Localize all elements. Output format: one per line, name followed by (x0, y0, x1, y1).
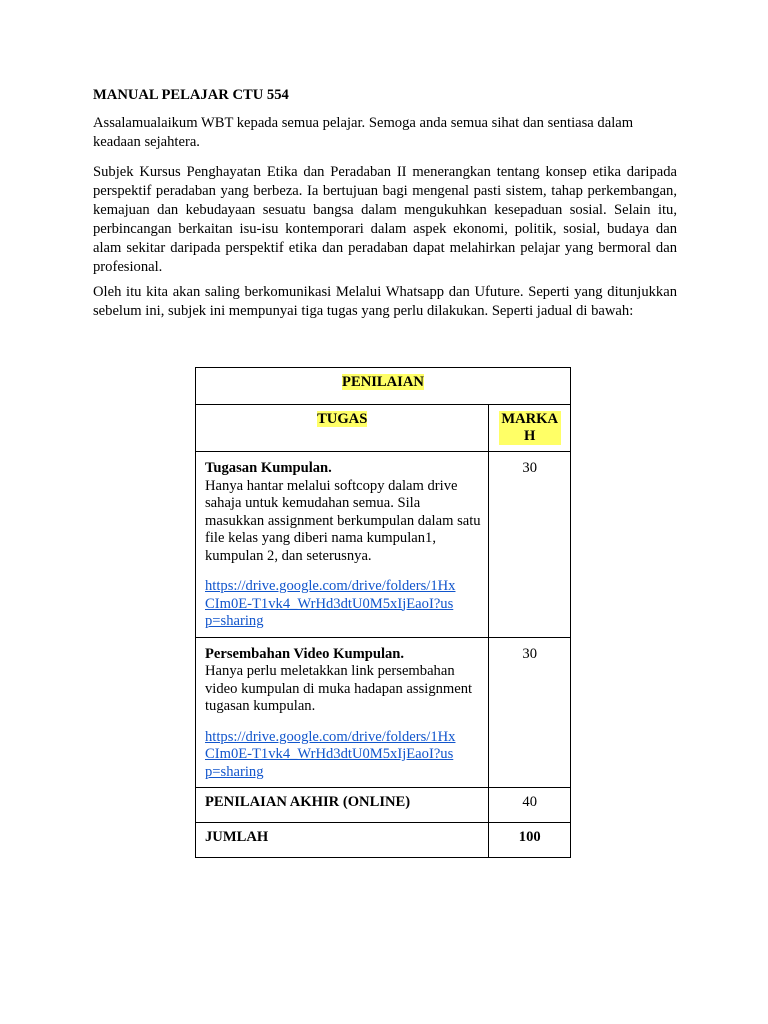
task-description: Hanya hantar melalui softcopy dalam drive sahaja untuk kemudahan semua. Sila masukkan assignment berkumpulan dalam satu file kelas yang diberi nama kumpulan1, kumpulan 2, dan seterusnya. (205, 477, 481, 564)
table-heading-row (196, 368, 571, 405)
drive-link[interactable]: https://drive.google.com/drive/folders/1HxCIm0E-T1vk4_WrHd3dtU0M5xIjEaoI?usp=sharing (205, 728, 456, 780)
task-column-header: TUGAS (317, 411, 368, 427)
task-cell (196, 452, 489, 638)
contact-paragraph: Oleh itu kita akan saling berkomunikasi Melalui Whatsapp dan Ufuture. Seperti yang ditunjukkan sebelum ini, subjek ini mempunyai tiga tugas yang perlu dilakukan. Seperti jadual di bawah: (93, 284, 677, 319)
task-description: Hanya perlu meletakkan link persembahan video kumpulan di muka hadapan assignment tugasan kumpulan. (205, 663, 473, 714)
total-label: JUMLAH (196, 823, 489, 858)
total-marks: 100 (489, 823, 571, 858)
assessment-table (195, 367, 571, 858)
marks-cell: 30 (489, 637, 571, 788)
intro-paragraph: Subjek Kursus Penghayatan Etika dan Peradaban II menerangkan tentang konsep etika daripada perspektif peradaban yang berbeza. Ia bertujuan bagi mengenal pasti sistem, tahap perkembangan, kemajuan dan kebudayaan sesuatu bangsa dalam mengukuhkan kesepaduan sosial. Selain itu, perbincangan berkaitan isu-isu kontemporari dalam aspek ekonomi, politik, sosial, budaya dan alam sekitar daripada perspektif etika dan peradaban dapat melahirkan pelajar yang bermoral dan profesional. (93, 164, 677, 275)
marks-column-header-cell (489, 405, 571, 452)
task-title: Tugasan Kumpulan. (205, 460, 332, 476)
task-column-header-cell (196, 405, 489, 452)
drive-link[interactable]: https://drive.google.com/drive/folders/1HxCIm0E-T1vk4_WrHd3dtU0M5xIjEaoI?usp=sharing (205, 578, 456, 629)
total-row (196, 823, 571, 858)
task-cell (196, 637, 489, 788)
greeting-paragraph: Assalamualaikum WBT kepada semua pelajar. Semoga anda semua sihat dan sentiasa dalam keadaan sejahtera. (93, 115, 634, 150)
table-heading: PENILAIAN (342, 374, 424, 390)
column-header-row (196, 405, 571, 452)
page-title: MANUAL PELAJAR CTU 554 (93, 87, 289, 103)
marks-column-header: MARKAH (499, 411, 561, 445)
final-assessment-marks: 40 (489, 788, 571, 823)
marks-cell: 30 (489, 452, 571, 638)
table-heading-cell (196, 368, 571, 405)
final-assessment-row (196, 788, 571, 823)
table-row (196, 637, 571, 788)
task-title: Persembahan Video Kumpulan. (205, 645, 405, 662)
table-row (196, 452, 571, 638)
final-assessment-label: PENILAIAN AKHIR (ONLINE) (196, 788, 489, 823)
